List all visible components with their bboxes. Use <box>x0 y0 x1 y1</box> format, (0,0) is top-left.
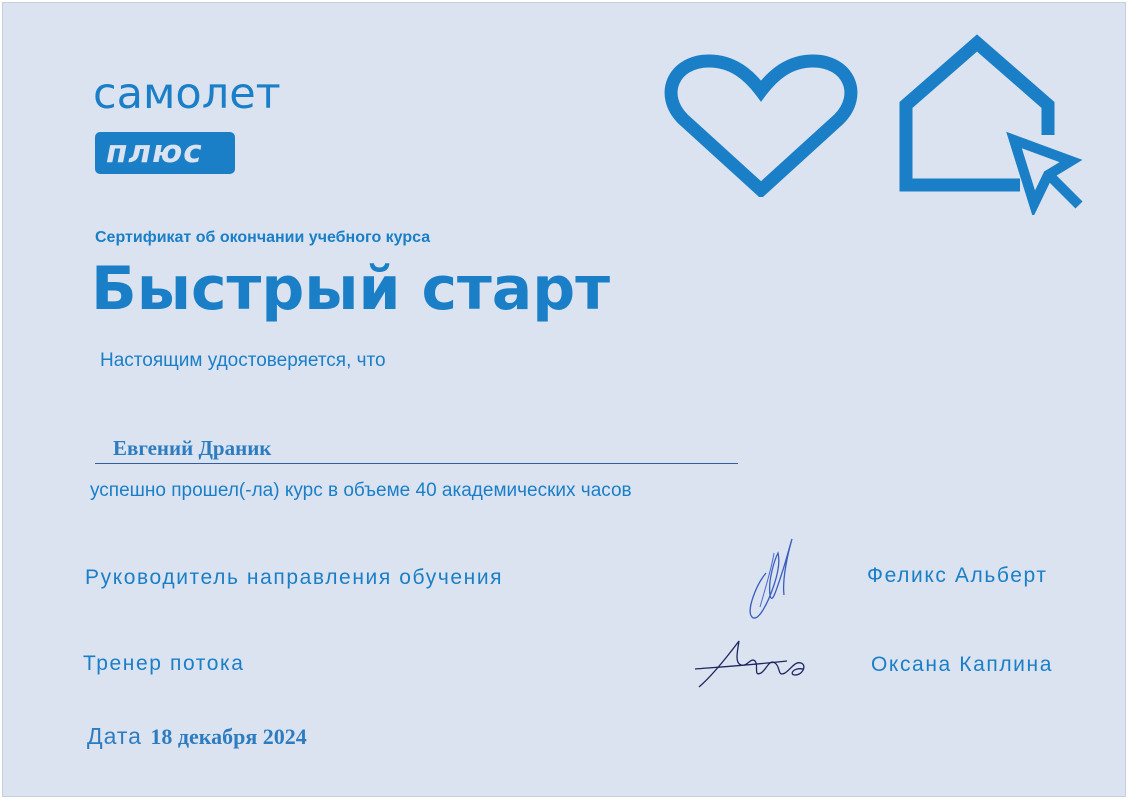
signature-2 <box>691 633 815 693</box>
signatory-role-1: Руководитель направления обучения <box>85 566 504 589</box>
certificate-subtitle: Сертификат об окончании учебного курса <box>95 229 431 246</box>
logo-wordmark: самолет <box>93 69 281 119</box>
logo-badge <box>95 132 235 174</box>
recipient-underline <box>95 463 738 464</box>
date-value: 18 декабря 2024 <box>150 724 307 749</box>
house-cursor-icon <box>893 33 1093 215</box>
completion-text: успешно прошел(-ла) курс в объеме 40 академических часов <box>90 480 632 501</box>
course-title: Быстрый старт <box>91 254 611 324</box>
signature-1 <box>738 533 808 625</box>
certificate <box>2 2 1126 797</box>
signatory-name-1: Феликс Альберт <box>867 564 1048 587</box>
signatory-role-2: Тренер потока <box>83 652 245 675</box>
heart-icon <box>663 51 859 197</box>
signatory-name-2: Оксана Каплина <box>871 653 1053 676</box>
date-row <box>87 723 307 750</box>
intro-text: Настоящим удостоверяется, что <box>100 350 386 371</box>
recipient-name: Евгений Драник <box>113 436 272 460</box>
date-label: Дата <box>87 723 142 749</box>
logo-badge-text: плюс <box>106 134 203 170</box>
